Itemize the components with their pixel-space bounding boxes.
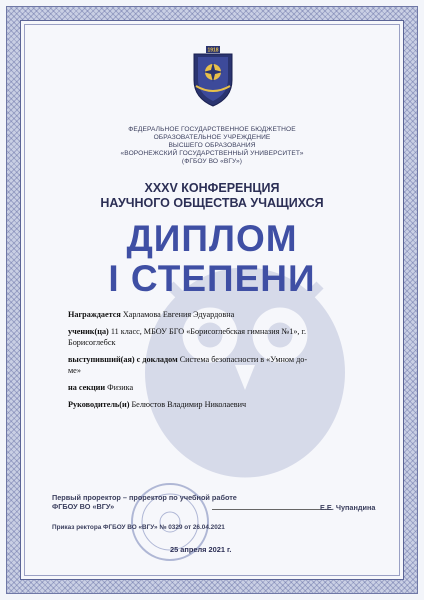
org-line: ФЕДЕРАЛЬНОЕ ГОСУДАРСТВЕННОЕ БЮДЖЕТНОЕ bbox=[128, 126, 296, 133]
signer-name: Е.Е. Чупандина bbox=[320, 503, 376, 512]
diploma-degree-line: I СТЕПЕНИ bbox=[108, 258, 316, 299]
report-label: выступивший(ая) с докладом bbox=[68, 355, 178, 364]
awarded-label: Награждается bbox=[68, 310, 121, 319]
report-row bbox=[68, 354, 380, 376]
report-value-cont: ме» bbox=[68, 366, 81, 375]
org-line: «ВОРОНЕЖСКИЙ ГОСУДАРСТВЕННЫЙ УНИВЕРСИТЕТ» bbox=[120, 150, 304, 157]
section-label: на секции bbox=[68, 383, 106, 392]
signature-block bbox=[52, 493, 382, 511]
award-details bbox=[68, 309, 380, 416]
conference-line: XXXV КОНФЕРЕНЦИЯ bbox=[144, 181, 280, 195]
student-row bbox=[68, 326, 380, 348]
supervisor-row bbox=[68, 399, 380, 410]
section-row bbox=[68, 382, 380, 393]
organization-block bbox=[40, 126, 384, 166]
awarded-row bbox=[68, 309, 380, 320]
org-line: ВЫСШЕГО ОБРАЗОВАНИЯ bbox=[168, 142, 256, 149]
diploma-title-line: ДИПЛОМ bbox=[126, 218, 298, 259]
supervisor-label: Руководитель(и) bbox=[68, 400, 130, 409]
student-value: 11 класс, МБОУ БГО «Борисоглебская гимназия №1», г. bbox=[110, 327, 307, 336]
report-value: Система безопасности в «Умном до- bbox=[179, 355, 308, 364]
conference-line: НАУЧНОГО ОБЩЕСТВА УЧАЩИХСЯ bbox=[100, 196, 324, 210]
signature-line bbox=[212, 509, 332, 510]
svg-text:1918: 1918 bbox=[207, 47, 219, 54]
section-value: Физика bbox=[107, 383, 134, 392]
org-line: (ФГБОУ ВО «ВГУ») bbox=[181, 158, 243, 165]
signer-org: ФГБОУ ВО «ВГУ» bbox=[52, 502, 115, 511]
signer-title: Первый проректор – проректор по учебной работе bbox=[52, 493, 237, 502]
order-reference: Приказ ректора ФГБОУ ВО «ВГУ» № 0329 от 26.04.2021 bbox=[52, 524, 225, 531]
student-value-cont: Борисоглебск bbox=[68, 338, 116, 347]
org-line: ОБРАЗОВАТЕЛЬНОЕ УЧРЕЖДЕНИЕ bbox=[153, 134, 271, 141]
student-label: ученик(ца) bbox=[68, 327, 109, 336]
supervisor-value: Белюстов Владимир Николаевич bbox=[131, 400, 247, 409]
diploma-title bbox=[30, 219, 394, 299]
university-crest-icon bbox=[190, 46, 236, 108]
issue-date: 25 апреля 2021 г. bbox=[170, 545, 232, 554]
conference-title bbox=[40, 181, 384, 211]
awarded-value: Харламова Евгения Эдуардовна bbox=[122, 310, 235, 319]
